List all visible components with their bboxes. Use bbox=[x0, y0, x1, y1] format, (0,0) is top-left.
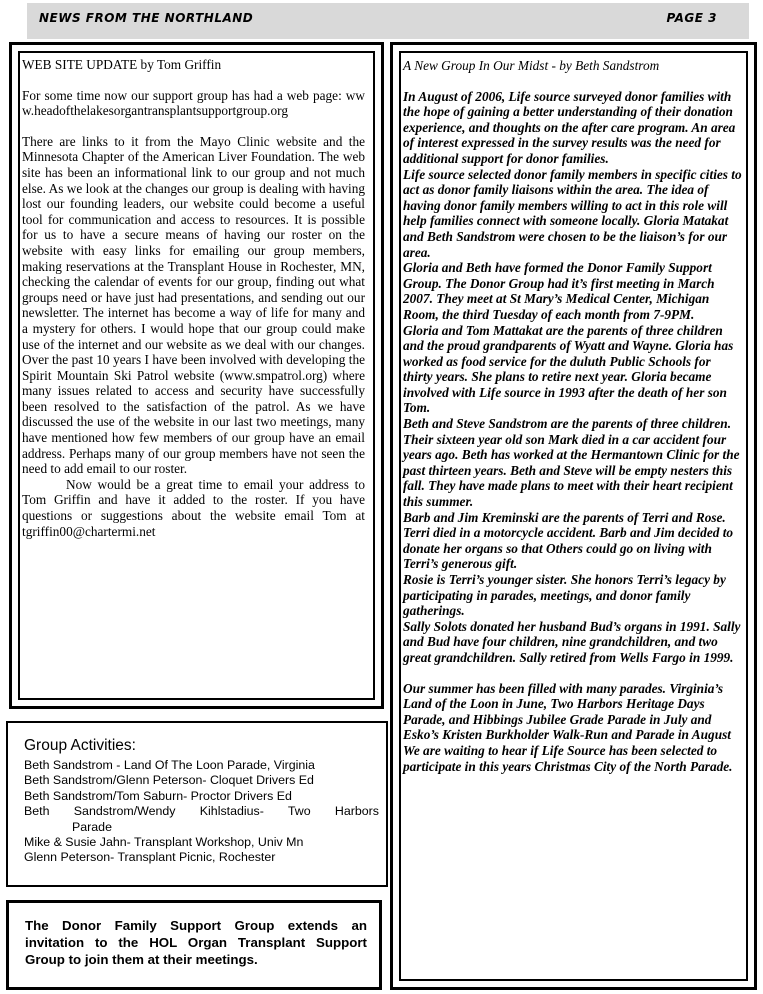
paragraph: Gloria and Beth have formed the Donor Family Support Group. The Donor Group had it’s first meeting in March 2007. They meet at St Mary’s Medical Center, Michigan Room, the third Tuesday of each month from 7-9PM. bbox=[403, 260, 715, 322]
new-group-article bbox=[390, 42, 757, 990]
paragraph: Gloria and Tom Mattakat are the parents of three children and the proud grandparents of Wyatt and Wayne. Gloria has worked as food service for the duluth Public Schools for thirty years. She plans to retire next year. Gloria became involved with Life source in 1993 after the death of her son Tom. bbox=[403, 322, 734, 416]
article-title: A New Group In Our Midst - by Beth Sandstrom bbox=[403, 58, 660, 73]
closing-paragraph: Our summer has been filled with many parades. Virginia’s Land of the Loon in June, Two Harbors Heritage Days Parade, and Hibbings Jubilee Grade Parade in July and Esko’s Kristen Burkholder Walk-Run and Parade in August We are waiting to hear if Life Source has been selected to participate in this years Christmas City of the North Parade. bbox=[403, 680, 733, 774]
paragraph: Rosie is Terri’s younger sister. She honors Terri’s legacy by participating in parades, meetings, and donor family gatherings. bbox=[403, 572, 726, 619]
newsletter-title: NEWS FROM THE NORTHLAND bbox=[39, 11, 254, 25]
article-body-continued: Now would be a great time to email your address to Tom Griffin and have it added to the roster. If you have questions or suggestions about the website email Tom at tgriffin00@chartermi.net bbox=[22, 476, 365, 539]
paragraph: In August of 2006, Life source surveyed donor families with the hope of gaining a better understanding of their donation experience, and thoughts on the after care program. An area of interest expressed in the survey results was the need for additional support for donor families. bbox=[403, 88, 736, 166]
list-item: Beth Sandstrom - Land Of The Loon Parade, Virginia bbox=[24, 758, 315, 772]
list-item: Beth Sandstrom/Wendy Kihlstadius- Two Harbors bbox=[24, 804, 379, 819]
paragraph: Sally Solots donated her husband Bud’s organs in 1991. Sally and Bud have four children, nine grandchildren, and two great grandchildren. Sally retired from Wells Fargo in 1999. bbox=[403, 618, 741, 665]
article-title: WEB SITE UPDATE by Tom Griffin bbox=[22, 57, 222, 72]
paragraph: Barb and Jim Kreminski are the parents of Terri and Rose. Terri died in a motorcycle accident. Barb and Jim decided to donate her organs so that Others could go on living with Terri’s generous gift. bbox=[403, 509, 734, 572]
list-item: Glenn Peterson- Transplant Picnic, Rochester bbox=[24, 850, 276, 865]
activities-list bbox=[24, 758, 379, 866]
activities-title: Group Activities: bbox=[24, 737, 136, 754]
paragraph: Beth and Steve Sandstrom are the parents of three children. Their sixteen year old son Mark died in a car accident four years ago. Beth has worked at the Hermantown Clinic for the past thirteen years. Beth and Steve will be empty nesters this fall. They have made plans to meet with their heart recipient this summer. bbox=[403, 416, 740, 510]
article-body: There are links to it from the Mayo Clinic website and the Minnesota Chapter of the American Liver Foundation. The web site has been an informational link to our group and not much else. As we look at the changes our group is dealing with having lost our founding leaders, our website could become a useful tool for communication and access to resources. It is possible for us to have a secure means of having our roster on the website with easy links for emailing our group members, making reservations at the Transplant House in Rochester, MN, checking the calendar of events for our group, finding out what groups need or have just had presentations, and sending out our newsletter. The internet has become a way of life for many and a mystery for others. I would hope that our group could make use of the internet and our website as we deal with our changes. Over the past 10 years I have been involved with developing the Spirit Mountain Ski Patrol website (www.smpatrol.org) where many issues related to access and security have successfully been resolved to the satisfaction of the patrol. As we have discussed the use of the website in our last two meetings, many have mentioned how few members of our group have an email address. Perhaps many of our group members have not seen the need to add email to our roster. bbox=[22, 133, 365, 477]
page-header bbox=[27, 3, 749, 39]
invitation-text: The Donor Family Support Group extends an invitation to the HOL Organ Transplant Support Group to join them at their meetings. bbox=[25, 918, 367, 967]
invitation-box bbox=[6, 900, 382, 990]
list-item: Parade bbox=[72, 819, 112, 834]
group-activities-box bbox=[6, 721, 388, 887]
list-item: Mike & Susie Jahn- Transplant Workshop, Univ Mn bbox=[24, 835, 304, 850]
website-update-article bbox=[9, 42, 384, 709]
page-number: PAGE 3 bbox=[666, 11, 717, 25]
list-item: Beth Sandstrom/Glenn Peterson- Cloquet Drivers Ed bbox=[24, 773, 314, 788]
list-item: Beth Sandstrom/Tom Saburn- Proctor Drivers Ed bbox=[24, 788, 292, 803]
paragraph: Life source selected donor family members in specific cities to act as donor family liaisons within the area. The idea of having donor family members willing to act in this role will help families connect with someone locally. Gloria Matakat and Beth Sandstrom were chosen to be the liaison’s for our area. bbox=[403, 166, 742, 260]
article-intro: For some time now our support group has had a web page: www.headofthelakesorgantransplantsupportgroup.org bbox=[22, 87, 365, 119]
